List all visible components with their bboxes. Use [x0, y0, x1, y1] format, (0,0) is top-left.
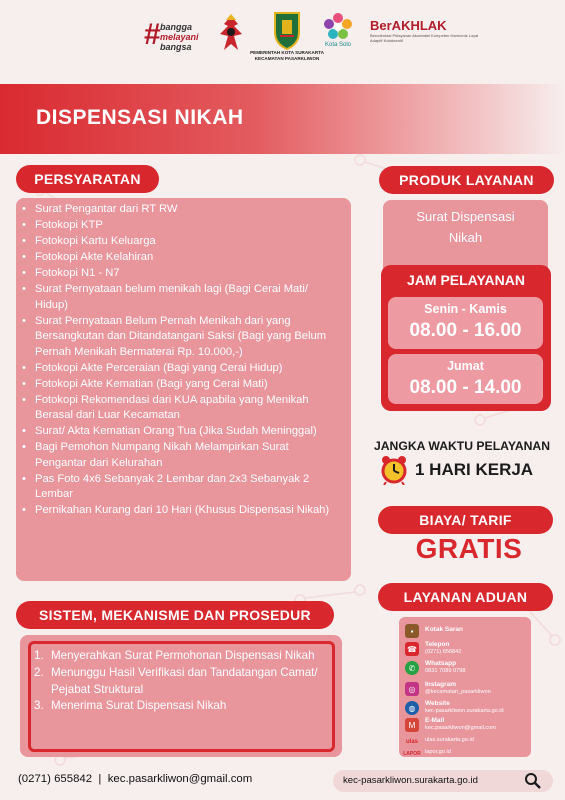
biaya-heading: BIAYA/ TARIF — [378, 506, 553, 534]
biaya-value: GRATIS — [415, 533, 523, 564]
list-item: • Surat Pernyataan belum menikah lagi (Bagi Cerai Mati/ Hidup) — [20, 282, 342, 313]
persyaratan-heading: PERSYARATAN — [16, 165, 159, 193]
aduan-ulas[interactable]: ulas ulas.surakarta.go.id — [405, 734, 530, 752]
box-icon: ▪ — [405, 624, 419, 638]
aduan-lapor[interactable]: LAPOR lapor.go.id — [405, 746, 530, 764]
list-item: 3. Menerima Surat Dispensasi Nikah — [34, 699, 227, 713]
list-item: • Surat Pernyataan Belum Pernah Menikah dari yang Bersangkutan dan Ditandatangani Saksi (Bagi yang Belum Pernah Menikah Bermaterai Rp. 10.000,-) — [20, 314, 342, 361]
list-item: • Surat/ Akta Kematian Orang Tua (Jika Sudah Meninggal) — [20, 424, 342, 440]
list-item: • Fotokopi Akte Kematian (Bagi yang Cerai Mati) — [20, 377, 342, 393]
ulas-icon: ulas — [405, 739, 418, 745]
produk-layanan-heading: PRODUK LAYANAN — [379, 166, 554, 194]
friday-label: Jumat — [447, 359, 484, 373]
globe-icon: ◍ — [405, 701, 419, 715]
persyaratan-list — [20, 202, 342, 519]
alarm-clock-icon — [380, 455, 408, 485]
aduan-kotak-saran: ▪ Kotak Saran — [405, 623, 530, 641]
list-item: • Fotokopi Kartu Keluarga — [20, 234, 342, 250]
list-item: • Fotokopi Akte Kelahiran — [20, 250, 342, 266]
aduan-whatsapp[interactable]: ✆ Whatsapp 0831 7089 0798 — [405, 660, 530, 678]
list-item: • Fotokopi Rekomendasi dari KUA apabila yang Menikah Berasal dari Luar Kecamatan — [20, 393, 342, 424]
berakhlak-logo: BerAKHLAK Berorientasi Pelayanan Akuntabel Kompeten Harmonis Loyal Adaptif Kolaboratif — [370, 18, 479, 43]
footer-url[interactable]: kec-pasarkliwon.surakarta.go.id — [343, 775, 478, 786]
aduan-instagram[interactable]: ◎ Instagram @kecamatan_pasarkliwon — [405, 681, 530, 699]
jangka-waktu-heading: JANGKA WAKTU PELAYANAN — [373, 439, 551, 453]
list-item: • Fotokopi KTP — [20, 218, 342, 234]
bangga-melayani-bangsa-logo: # bangga melayani bangsa — [144, 18, 199, 52]
list-item: 1. Menyerahkan Surat Permohonan Dispensasi Nikah — [34, 649, 315, 662]
aduan-website[interactable]: ◍ Website kec-pasarkliwon.surakarta.go.id — [405, 700, 530, 718]
list-item: • Surat Pengantar dari RT RW — [20, 202, 342, 218]
jam-pelayanan-heading: JAM PELAYANAN — [407, 272, 525, 288]
kota-solo-logo: Kota Solo — [318, 12, 358, 48]
aduan-email[interactable]: M E-Mail kec.pasarkliwon@gmail.com — [405, 717, 530, 735]
weekday-label: Senin - Kamis — [424, 302, 507, 316]
hash-icon: # — [144, 18, 161, 51]
jangka-waktu-value: 1 HARI KERJA — [415, 460, 534, 479]
footer-contact: (0271) 655842 | kec.pasarkliwon@gmail.com — [18, 773, 253, 785]
flower-icon — [323, 12, 353, 40]
layanan-aduan-heading: LAYANAN ADUAN — [378, 583, 553, 611]
whatsapp-icon: ✆ — [405, 661, 419, 675]
weekday-hours: 08.00 - 16.00 — [409, 320, 522, 341]
aduan-telepon[interactable]: ☎ Telepon (0271) 656842 — [405, 641, 530, 659]
shield-icon — [272, 10, 302, 50]
friday-hours: 08.00 - 14.00 — [409, 377, 522, 398]
sistem-list — [34, 648, 334, 715]
search-icon[interactable] — [524, 772, 542, 790]
produk-layanan-value: Surat Dispensasi Nikah — [416, 209, 515, 245]
header-logos — [0, 10, 565, 76]
pemkot-surakarta-logo: PEMERINTAH KOTA SURAKARTA KECAMATAN PASARKLIWON — [232, 10, 342, 62]
mail-icon: M — [405, 718, 419, 732]
list-item: • Fotokopi Akte Perceraian (Bagi yang Cerai Hidup) — [20, 361, 342, 377]
list-item: • Pernikahan Kurang dari 10 Hari (Khusus Dispensasi Nikah) — [20, 503, 342, 519]
list-item: • Bagi Pemohon Numpang Nikah Melampirkan Surat Pengantar dari Kelurahan — [20, 440, 342, 471]
phone-icon: ☎ — [405, 642, 419, 656]
page-title: DISPENSASI NIKAH — [36, 106, 244, 129]
lapor-icon: LAPOR — [403, 751, 421, 757]
list-item: 2. Menunggu Hasil Verifikasi dan Tandatangan Camat/ Pejabat Struktural — [34, 665, 318, 696]
list-item: • Fotokopi N1 - N7 — [20, 266, 342, 282]
instagram-icon: ◎ — [405, 682, 419, 696]
list-item: • Pas Foto 4x6 Sebanyak 2 Lembar dan 2x3 Sebanyak 2 Lembar — [20, 472, 342, 503]
sistem-heading: SISTEM, MEKANISME DAN PROSEDUR — [16, 601, 334, 629]
